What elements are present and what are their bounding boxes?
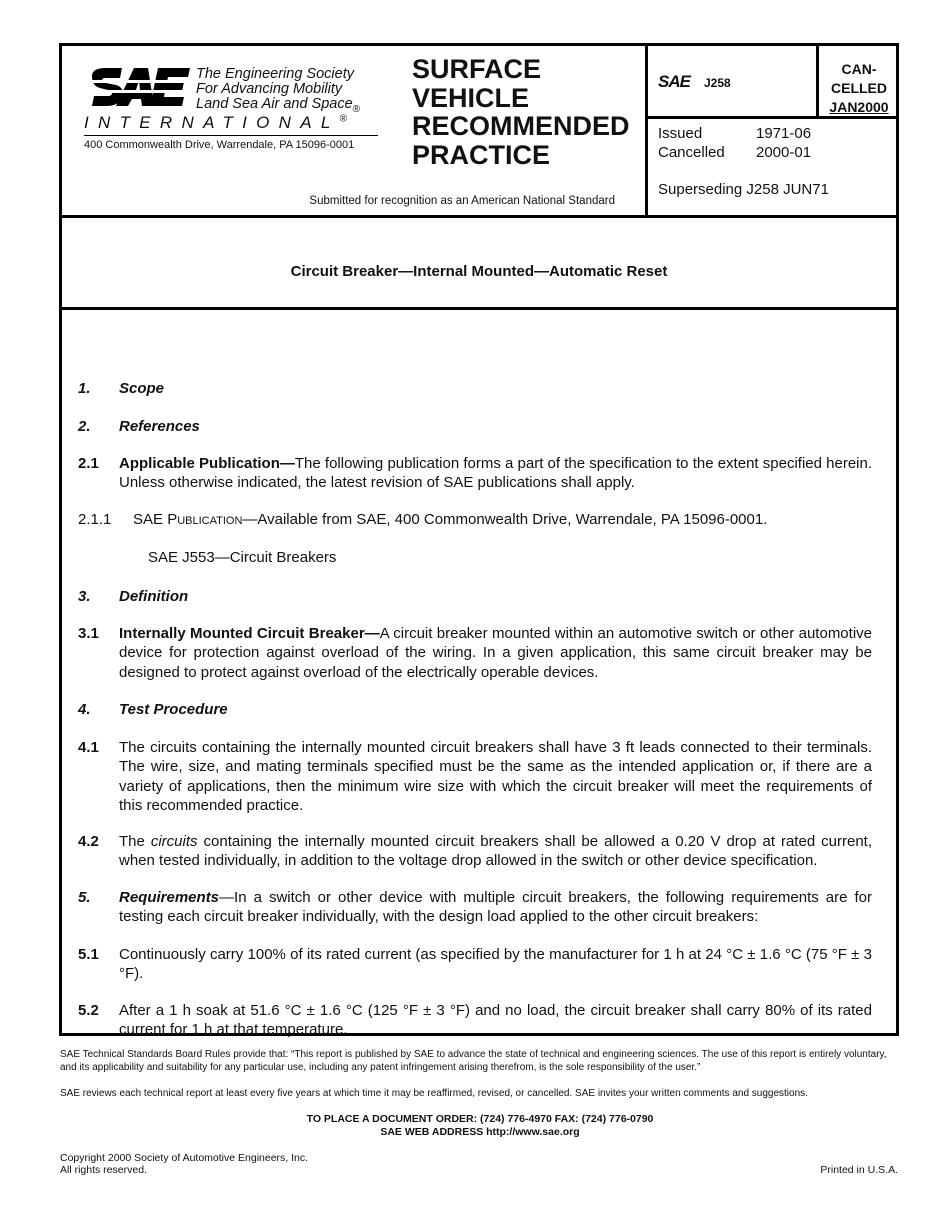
- section-number: 3.1: [78, 625, 99, 642]
- copyright: [60, 1152, 308, 1176]
- title-row: [62, 218, 896, 310]
- cancelled-label: Cancelled: [658, 144, 725, 161]
- section-body: —In a switch or other device with multiple circuit breakers, the following requirements are for testing each circuit breaker individually, with the design load applied to the other circuit breakers:: [119, 889, 872, 926]
- copyright-line: Copyright 2000 Society of Automotive Engineers, Inc.: [60, 1152, 309, 1164]
- document-title: Circuit Breaker—Internal Mounted—Automatic Reset: [290, 263, 668, 280]
- section-number: 4.: [78, 701, 91, 718]
- section-number: 3.: [78, 588, 91, 605]
- section-number: 5.1: [78, 946, 99, 963]
- web-address: SAE WEB ADDRESS http://www.sae.org: [380, 1126, 580, 1138]
- society-line: For Advancing Mobility: [196, 81, 343, 97]
- section-number: 4.1: [78, 739, 99, 756]
- section-body: containing the internally mounted circuit breakers shall be allowed a 0.20 V drop at rated current, when tested individually, in addition to the voltage drop allowed in the switch or other device specification.: [119, 833, 872, 870]
- document-type-line: PRACTICE: [412, 139, 551, 170]
- registered-mark: ®: [339, 113, 348, 125]
- section-body: —Available from SAE, 400 Commonwealth Drive, Warrendale, PA 15096-0001.: [242, 511, 768, 528]
- document-frame: [59, 43, 899, 1039]
- status-line: JAN2000: [829, 99, 889, 115]
- section-text: [119, 454, 872, 493]
- section-text: The circuits containing the internally mounted circuit breakers shall be allowed a 0.20 V drop at rated current, when tested individually, in addition to the voltage drop allowed in the switch or other device specification.: [119, 833, 872, 870]
- sae-mark: SAE: [658, 72, 690, 91]
- rights-line: All rights reserved.: [60, 1164, 147, 1176]
- section-body: A circuit breaker mounted within an automotive switch or other automotive device for protection against overload of the wiring. In a given application, this same circuit breaker may be designed to protect against overload of the electrically operable devices.: [119, 625, 872, 681]
- issued-label: Issued: [658, 125, 703, 142]
- section-number: 2.: [78, 418, 91, 435]
- divider: [648, 116, 816, 119]
- section-heading: Requirements: [119, 889, 220, 906]
- section-number: 1.: [78, 380, 91, 397]
- status-text: [819, 60, 899, 117]
- publisher-block: [62, 46, 645, 215]
- section-text: [119, 888, 872, 927]
- international-wordmark: INTERNATIONAL®: [84, 113, 348, 132]
- document-type-line: RECOMMENDED: [412, 111, 630, 141]
- sae-logo-icon: [90, 66, 192, 114]
- issued-date: 1971-06: [756, 125, 812, 142]
- document-type: [412, 55, 630, 169]
- divider: [84, 135, 378, 136]
- society-tagline: [196, 67, 360, 117]
- status-line: CELLED: [831, 80, 887, 96]
- section-body: The following publication forms a part of the specification to the extent specified herein. Unless otherwise indicated, the latest revision of SAE publications shall apply.: [119, 455, 873, 492]
- section-text: The circuits containing the internally mounted circuit breakers shall have 3 ft leads connected to their terminals. The wire, size, and mating terminals specified must be the same as the intended application or, if there are a variety of applications, then the minimum wire size with which the circuit breaker will meet the requirements of this recommended practice.: [119, 739, 872, 814]
- section-text: SAE Publication—Available from SAE, 400 Commonwealth Drive, Warrendale, PA 15096-0001.: [133, 511, 768, 528]
- section-lead: Publication: [167, 511, 243, 528]
- submitted-note: Submitted for recognition as an American National Standard: [309, 195, 615, 207]
- status-box: [816, 46, 899, 119]
- printed-note: Printed in U.S.A.: [820, 1164, 898, 1176]
- section-text: Continuously carry 100% of its rated current (as specified by the manufacturer for 1 h at 24 °C ± 1.6 °C (75 °F ± 3 °F).: [119, 946, 872, 983]
- footer-review: SAE reviews each technical report at least every five years at which time it may be reaffirmed, revised, or cancelled. SAE invites your written comments and suggestions.: [60, 1088, 808, 1099]
- status-line: CAN-: [841, 61, 877, 77]
- document-type-line: VEHICLE: [412, 82, 530, 113]
- document-type-line: SURFACE: [412, 54, 542, 84]
- standard-number: J258: [704, 76, 731, 90]
- section-number: 5.: [78, 889, 91, 906]
- section-text: [119, 624, 872, 682]
- section-number: 2.1.1: [78, 511, 112, 528]
- section-heading: Scope: [119, 380, 165, 397]
- section-text: After a 1 h soak at 51.6 °C ± 1.6 °C (125 °F ± 3 °F) and no load, the circuit breaker shall carry 80% of its rated current for 1 h at that temperature.: [119, 1002, 872, 1039]
- section-emphasis: circuits: [150, 833, 198, 850]
- society-line: Land Sea Air and Space$_®$: [196, 96, 361, 115]
- registered-mark: ®: [352, 103, 361, 115]
- society-line: The Engineering Society: [196, 66, 354, 82]
- footer-rules: SAE Technical Standards Board Rules provide that: “This report is published by SAE to advance the state of technical and engineering sciences. The use of this report is entirely voluntary, and its applicability and suitability for any particular use, including any patent infringement arising therefrom, is the sole responsibility of the user.”: [60, 1049, 887, 1073]
- publisher-address: 400 Commonwealth Drive, Warrendale, PA 15096-0001: [84, 139, 355, 151]
- section-number: 4.2: [78, 833, 99, 850]
- reference-text: SAE J553—Circuit Breakers: [148, 549, 337, 566]
- section-heading: Definition: [119, 588, 189, 605]
- order-phone: TO PLACE A DOCUMENT ORDER: (724) 776-4970 FAX: (724) 776-0790: [306, 1113, 654, 1125]
- document-header: [62, 46, 896, 218]
- order-info: [60, 1113, 900, 1139]
- section-number: 5.2: [78, 1002, 99, 1019]
- section-lead: Internally Mounted Circuit Breaker—: [119, 625, 380, 642]
- section-lead: Applicable Publication—: [119, 455, 295, 472]
- cancelled-date: 2000-01: [756, 144, 812, 161]
- standard-info-block: [645, 46, 899, 215]
- section-heading: References: [119, 418, 200, 435]
- superseding-note: Superseding J258 JUN71: [658, 181, 829, 198]
- section-heading: Test Procedure: [119, 701, 228, 718]
- section-number: 2.1: [78, 455, 99, 472]
